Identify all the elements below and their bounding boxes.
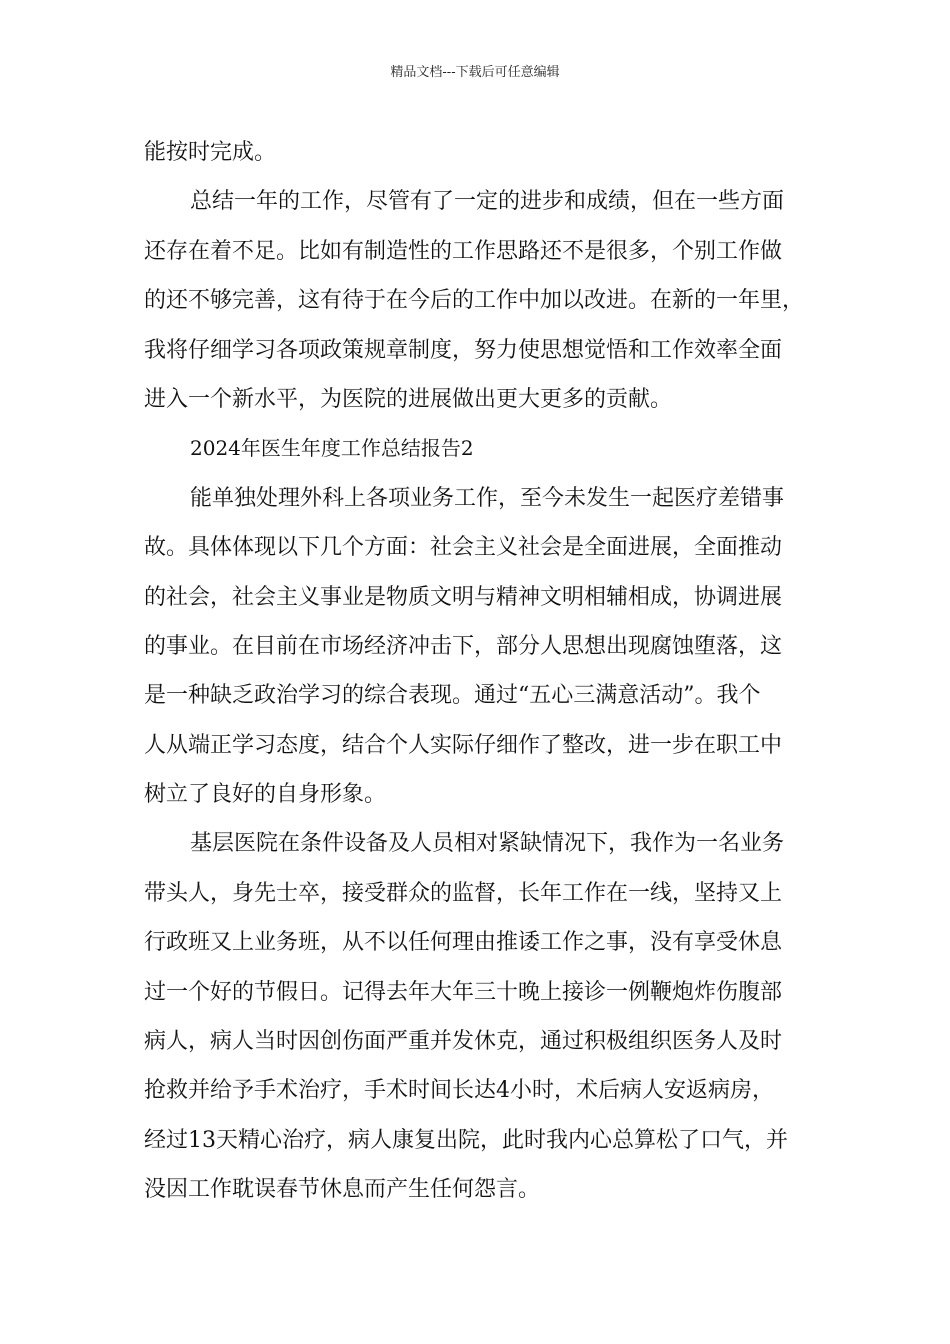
- text-line: 人从端正学习态度，结合个人实际仔细作了整改，进一步在职工中: [144, 732, 783, 758]
- text-line: 树立了良好的自身形象。: [144, 782, 387, 808]
- text-line: 的还不够完善，这有待于在今后的工作中加以改进。在新的一年里，: [144, 288, 805, 314]
- text-line: 是一种缺乏政治学习的综合表现。通过“五心三满意活动”。我个: [144, 683, 761, 709]
- section-heading: 2024年医生年度工作总结报告2: [190, 436, 474, 461]
- text-line: 行政班又上业务班，从不以任何理由推诿工作之事，没有享受休息: [144, 930, 783, 956]
- text-line: 过一个好的节假日。记得去年大年三十晚上接诊一例鞭炮炸伤腹部: [144, 979, 783, 1005]
- text-line: 基层医院在条件设备及人员相对紧缺情况下，我作为一名业务: [190, 831, 785, 857]
- text-line: 进入一个新水平，为医院的进展做出更大更多的贡献。: [144, 386, 673, 412]
- text-line: 经过13天精心治疗，病人康复出院，此时我内心总算松了口气，并: [144, 1127, 788, 1153]
- text-line: 我将仔细学习各项政策规章制度，努力使思想觉悟和工作效率全面: [144, 337, 783, 363]
- text-line: 带头人，身先士卒，接受群众的监督，长年工作在一线，坚持又上: [144, 880, 783, 906]
- text-line: 能按时完成。: [144, 140, 277, 165]
- document-body: [144, 128, 820, 1215]
- text-line: 还存在着不足。比如有制造性的工作思路还不是很多，个别工作做: [144, 238, 783, 264]
- text-line: 抢救并给予手术治疗，手术时间长达4小时，术后病人安返病房，: [144, 1078, 774, 1104]
- text-line: 故。具体体现以下几个方面：社会主义社会是全面进展，全面推动: [144, 535, 783, 561]
- text-line: 的社会，社会主义事业是物质文明与精神文明相辅相成，协调进展: [144, 584, 783, 610]
- text-line: 病人，病人当时因创伤面严重并发休克，通过积极组织医务人及时: [144, 1029, 783, 1055]
- text-line: 总结一年的工作，尽管有了一定的进步和成绩，但在一些方面: [190, 189, 785, 215]
- text-line: 能单独处理外科上各项业务工作，至今未发生一起医疗差错事: [190, 485, 785, 511]
- text-line: 没因工作耽误春节休息而产生任何怨言。: [144, 1177, 541, 1203]
- text-line: 的事业。在目前在市场经济冲击下，部分人思想出现腐蚀堕落，这: [144, 633, 783, 659]
- page-header: 精品文档---下载后可任意编辑: [390, 65, 560, 80]
